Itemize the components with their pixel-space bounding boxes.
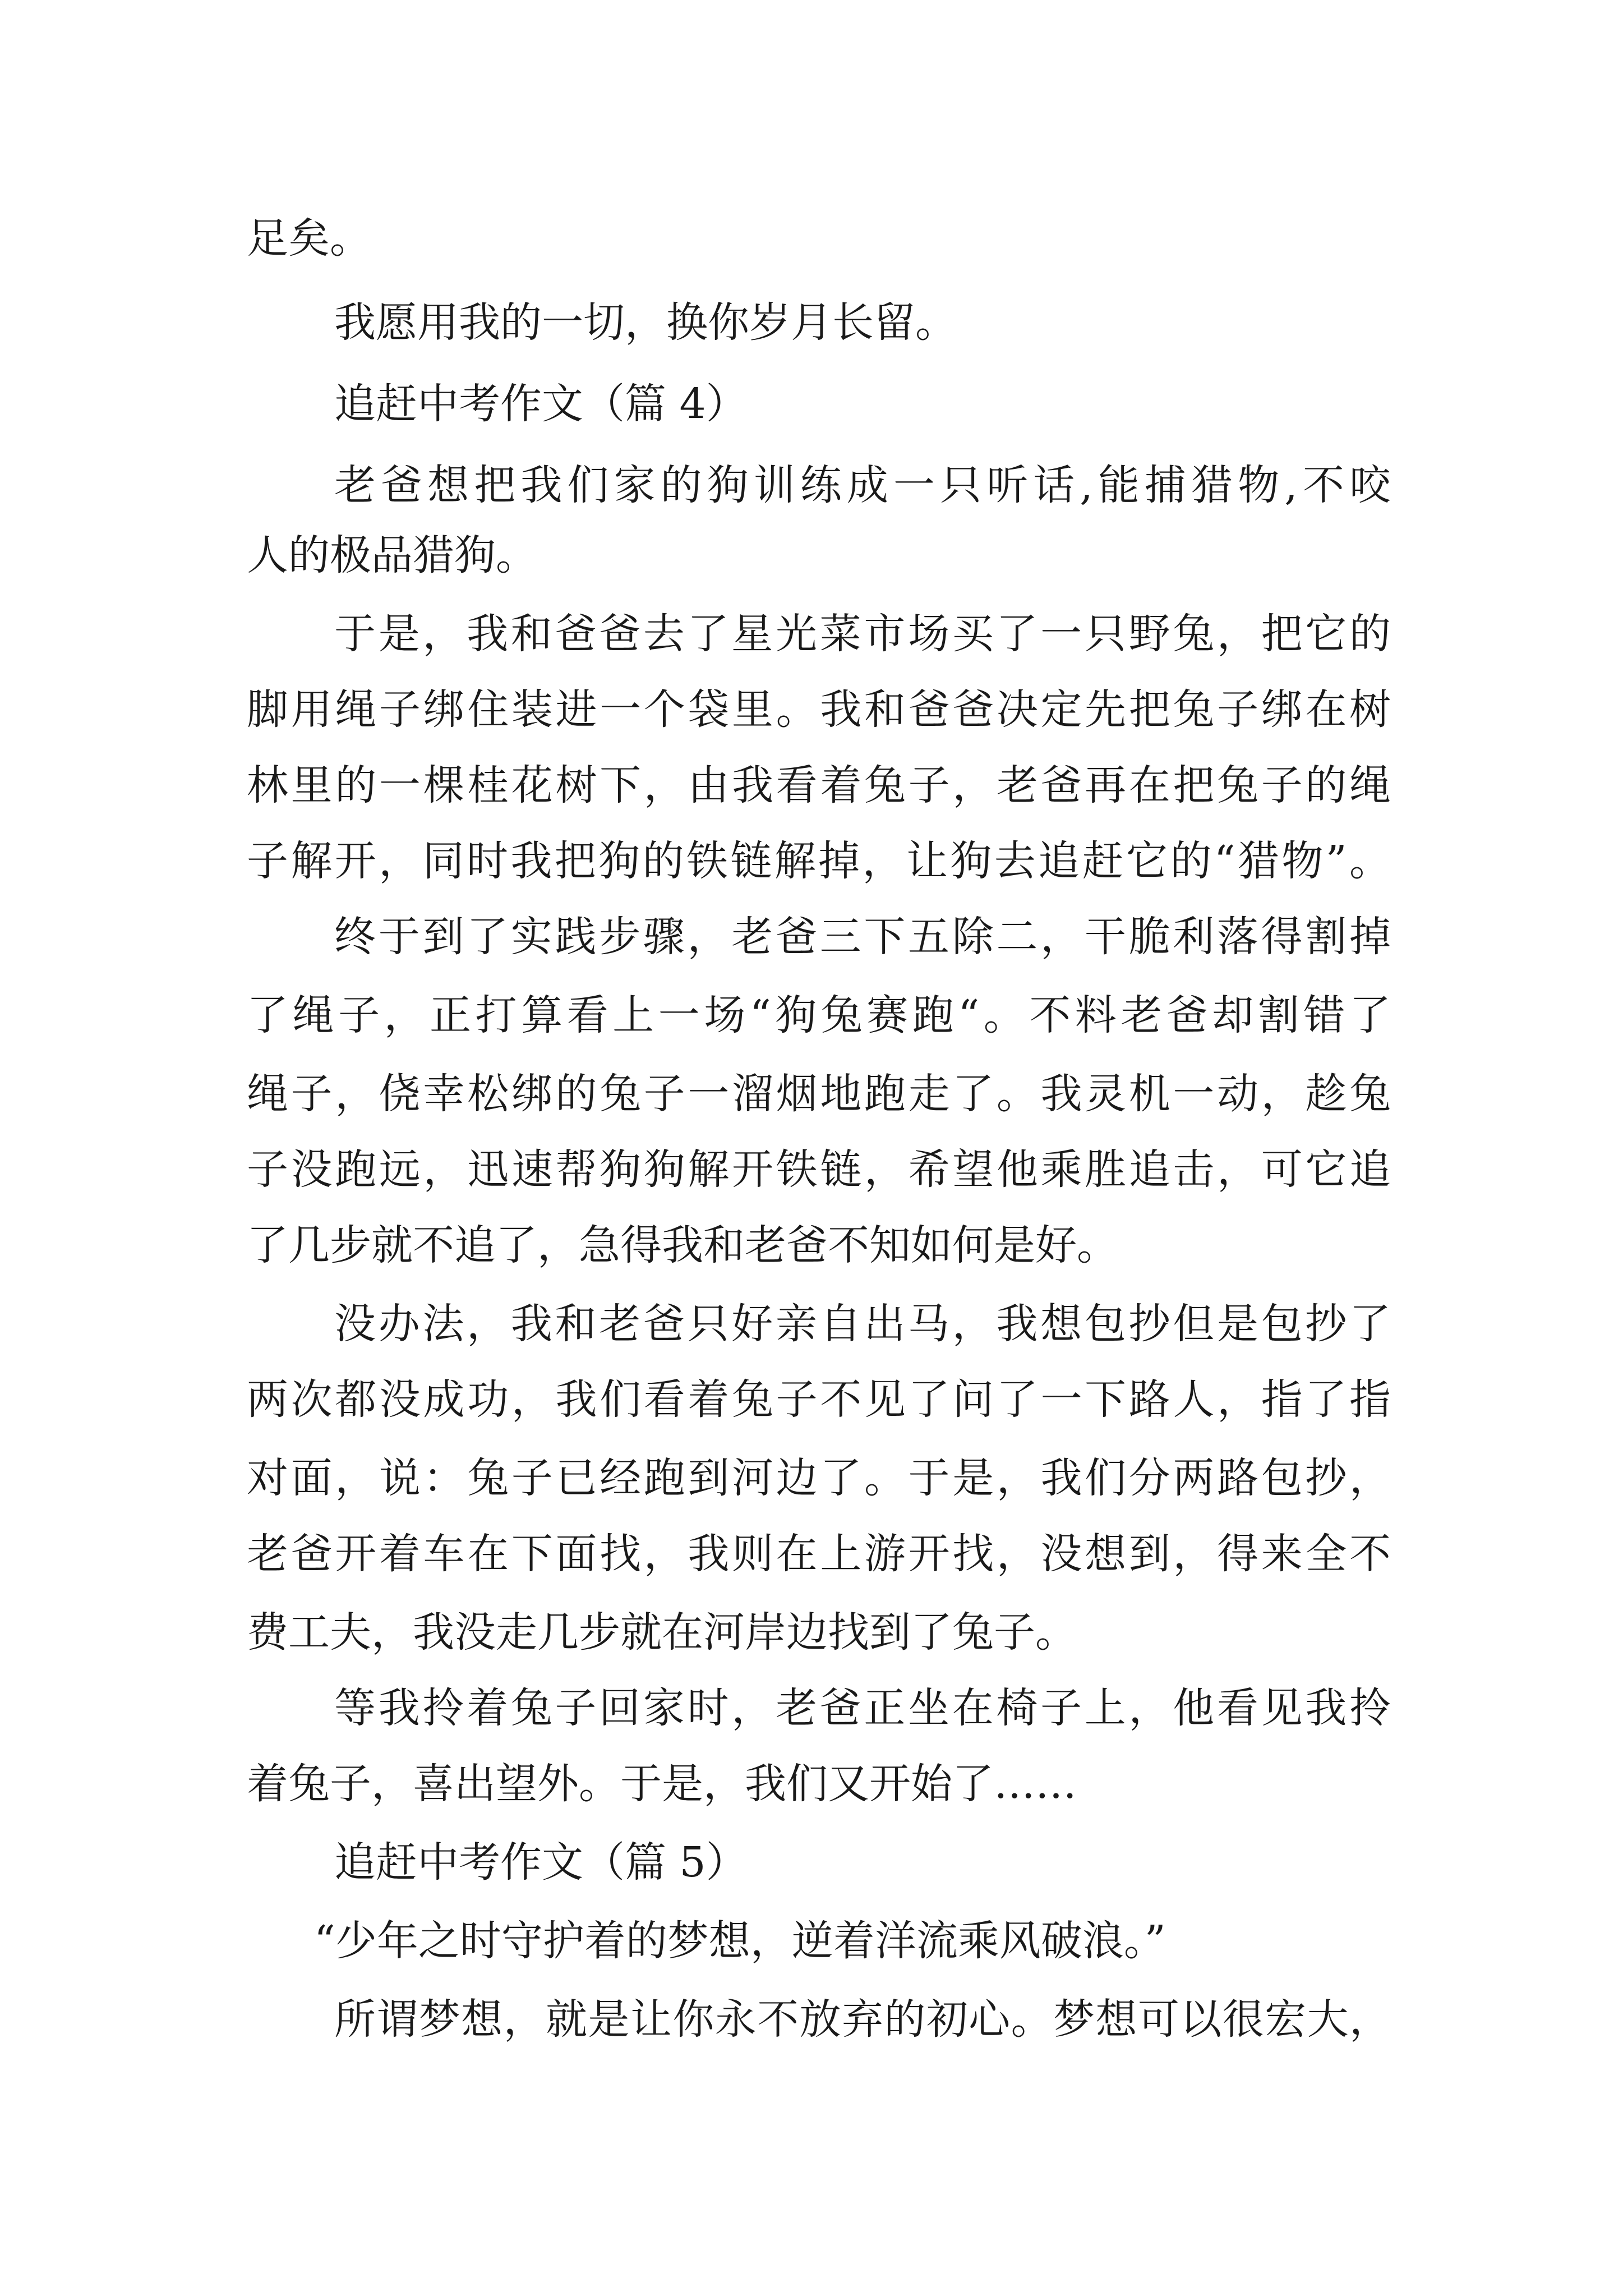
paragraph-line: 终于到了实践步骤，老爸三下五除二，干脆利落得割掉 xyxy=(334,913,1391,961)
paragraph-line: 足矣。 xyxy=(247,214,371,263)
paragraph-line: 脚用绳子绑住装进一个袋里。我和爸爸决定先把兔子绑在树 xyxy=(247,685,1391,734)
paragraph-line: 人的极品猎狗。 xyxy=(247,531,537,579)
paragraph-line: 子解开，同时我把狗的铁链解掉，让狗去追赶它的“猎物”。 xyxy=(247,837,1391,885)
paragraph-line: 了几步就不追了，急得我和老爸不知如何是好。 xyxy=(247,1221,1118,1269)
paragraph-line: 对面，说：兔子已经跑到河边了。于是，我们分两路包抄， xyxy=(247,1454,1391,1502)
paragraph-line: “少年之时守护着的梦想，逆着洋流乘风破浪。” xyxy=(314,1917,1166,1965)
section-heading: 追赶中考作文（篇 5） xyxy=(334,1838,748,1887)
paragraph-line: 林里的一棵桂花树下，由我看着兔子，老爸再在把兔子的绳 xyxy=(247,761,1391,809)
paragraph-line: 我愿用我的一切，换你岁月长留。 xyxy=(334,298,957,347)
paragraph-line: 着兔子，喜出望外。于是，我们又开始了…… xyxy=(247,1760,1077,1808)
paragraph-line: 老爸想把我们家的狗训练成一只听话,能捕猎物,不咬 xyxy=(334,461,1391,509)
paragraph-line: 费工夫，我没走几步就在河岸边找到了兔子。 xyxy=(247,1608,1077,1657)
paragraph-line: 没办法，我和老爸只好亲自出马，我想包抄但是包抄了 xyxy=(334,1300,1391,1348)
paragraph-line: 子没跑远，迅速帮狗狗解开铁链，希望他乘胜追击，可它追 xyxy=(247,1145,1391,1194)
paragraph-line: 于是，我和爸爸去了星光菜市场买了一只野兔，把它的 xyxy=(334,610,1391,658)
paragraph-line: 绳子，侥幸松绑的兔子一溜烟地跑走了。我灵机一动，趁兔 xyxy=(247,1070,1391,1118)
paragraph-line: 两次都没成功，我们看着兔子不见了问了一下路人，指了指 xyxy=(247,1375,1391,1424)
paragraph-line: 了绳子，正打算看上一场“狗兔赛跑“。不料老爸却割错了 xyxy=(247,991,1391,1039)
paragraph-line: 所谓梦想，就是让你永不放弃的初心。梦想可以很宏大， xyxy=(334,1995,1391,2044)
paragraph-line: 等我拎着兔子回家时，老爸正坐在椅子上，他看见我拎 xyxy=(334,1684,1391,1732)
section-heading: 追赶中考作文（篇 4） xyxy=(334,380,748,428)
paragraph-line: 老爸开着车在下面找，我则在上游开找，没想到，得来全不 xyxy=(247,1530,1391,1578)
